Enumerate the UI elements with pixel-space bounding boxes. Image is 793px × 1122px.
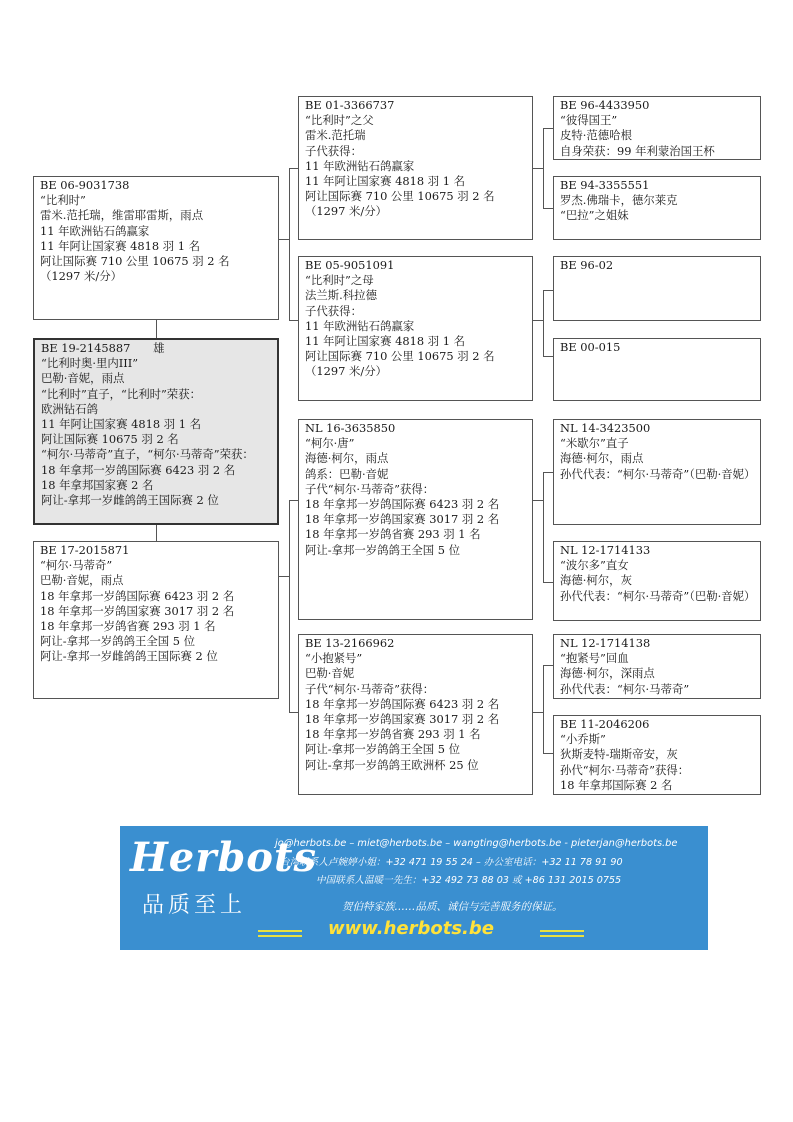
sire-sire-card	[298, 96, 533, 240]
dam-dam-card	[298, 634, 533, 795]
connector	[156, 525, 157, 541]
result-line: 阿让国际赛 710 公里 10675 羽 2 名	[305, 189, 495, 204]
pigeon-name: “比利时”	[40, 193, 86, 208]
great-grandparent-card	[553, 541, 761, 621]
result-line: 18 年拿邦一岁鸽国家赛 3017 羽 2 名	[40, 603, 235, 618]
subject-card	[33, 338, 279, 525]
pigeon-name: “比利时”之母	[305, 273, 374, 288]
connector	[289, 712, 298, 713]
result-line: 18 年拿邦一岁鸽国际赛 6423 羽 2 名	[305, 696, 500, 711]
connector	[156, 320, 157, 338]
result-line: 孙代代表：“柯尔·马蒂奇”	[560, 681, 690, 696]
email-list: jo@herbots.be – miet@herbots.be – wangting@herbots.be - pieterjan@herbots.be	[275, 838, 678, 849]
breeder-info: 海德·柯尔，雨点	[560, 451, 644, 466]
ring-number: NL 12-1714133	[560, 543, 651, 557]
result-line: 18 年拿邦国家赛 2 名	[41, 477, 154, 492]
result-line: 子代“柯尔·马蒂奇”获得：	[305, 481, 435, 496]
connector	[543, 290, 544, 356]
connector	[279, 239, 289, 240]
decorative-line	[540, 930, 584, 932]
decorative-line	[540, 935, 584, 937]
result-line: 11 年阿让国家赛 4818 羽 1 名	[40, 238, 200, 253]
pigeon-name: “柯尔·马蒂奇”	[40, 558, 113, 573]
result-line: 11 年欧洲钻石鸽赢家	[40, 223, 150, 238]
connector	[543, 582, 553, 583]
breeder-info: 法兰斯.科拉德	[305, 288, 377, 303]
result-line: 阿让-拿邦一岁鸽鸽王全国 5 位	[305, 542, 461, 557]
result-line: 孙代代表：“柯尔·马蒂奇”（巴勒·音妮）	[560, 588, 756, 603]
result-line: 18 年拿邦一岁鸽省赛 293 羽 1 名	[305, 727, 481, 742]
ring-number: BE 96-4433950	[560, 98, 650, 112]
result-line: 阿让-拿邦一岁雌鸽鸽王国际赛 2 位	[41, 493, 219, 508]
sire-dam-card	[298, 256, 533, 401]
result-line: 子代获得：	[305, 143, 362, 158]
result-line: 11 年阿让国家赛 4818 羽 1 名	[41, 417, 201, 432]
result-line: 18 年拿邦一岁鸽省赛 293 羽 1 名	[40, 619, 216, 634]
connector	[289, 500, 290, 712]
connector	[543, 128, 544, 208]
result-line: “比利时”直子，“比利时”荣获：	[41, 386, 201, 401]
breeder-info: 海德·柯尔，深雨点	[560, 666, 655, 681]
ring-number: NL 14-3423500	[560, 421, 651, 435]
connector	[533, 320, 543, 321]
ring-number: BE 19-2145887 雄	[41, 341, 165, 355]
great-grandparent-card	[553, 338, 761, 401]
ring-number: BE 01-3366737	[305, 98, 395, 112]
pigeon-name: “抱紧号”回血	[560, 651, 629, 666]
dam-sire-card	[298, 419, 533, 620]
great-grandparent-card	[553, 256, 761, 321]
result-line: 阿让-拿邦一岁雌鸽鸽王国际赛 2 位	[40, 649, 218, 664]
bloodline-info: 鸽系：巴勒·音妮	[305, 466, 389, 481]
result-line: 18 年拿邦一岁鸽国际赛 6423 羽 2 名	[41, 462, 236, 477]
breeder-info: 巴勒·音妮，雨点	[40, 573, 124, 588]
result-line: 11 年阿让国家赛 4818 羽 1 名	[305, 174, 465, 189]
connector	[543, 472, 544, 582]
result-line: 阿让-拿邦一岁鸽鸽王欧洲杯 25 位	[305, 757, 479, 772]
website-link[interactable]: www.herbots.be	[328, 918, 494, 939]
ring-number: BE 05-9051091	[305, 258, 395, 272]
connector	[543, 290, 553, 291]
pigeon-name: “比利时奥·里内III”	[41, 356, 139, 371]
ring-number: BE 06-9031738	[40, 178, 130, 192]
pigeon-name: “波尔多”直女	[560, 558, 629, 573]
ring-number: BE 17-2015871	[40, 543, 130, 557]
connector	[543, 356, 553, 357]
taiwan-contact: 台湾联系人卢婉婷小姐：+32 471 19 55 24 – 办公室电话：+32 11 78 91 90	[280, 857, 623, 868]
pigeon-name: “小抱紧号”	[305, 651, 363, 666]
breeder-info: 巴勒·音妮，雨点	[41, 371, 125, 386]
pigeon-name: “彼得国王”	[560, 113, 618, 128]
result-line: （1297 米/分）	[40, 269, 123, 284]
ring-number: BE 94-3355551	[560, 178, 650, 192]
connector	[289, 168, 290, 320]
connector	[543, 472, 553, 473]
result-line: 18 年拿邦一岁鸽国家赛 3017 羽 2 名	[305, 712, 500, 727]
result-line: 欧洲钻石鸽	[41, 401, 98, 416]
result-line: 11 年阿让国家赛 4818 羽 1 名	[305, 334, 465, 349]
result-line: 11 年欧洲钻石鸽赢家	[305, 158, 415, 173]
slogan: 品质至上	[142, 893, 247, 918]
connector	[279, 576, 289, 577]
result-line: 18 年拿邦一岁鸽国家赛 3017 羽 2 名	[305, 512, 500, 527]
result-line: 18 年拿邦国际赛 2 名	[560, 777, 673, 792]
connector	[543, 665, 544, 753]
herbots-banner	[120, 826, 708, 950]
breeder-info: 罗杰.佛瑞卡，德尔莱克	[560, 193, 678, 208]
decorative-line	[258, 935, 302, 937]
connector	[289, 500, 298, 501]
connector	[533, 712, 543, 713]
ring-number: BE 11-2046206	[560, 717, 650, 731]
great-grandparent-card	[553, 96, 761, 160]
great-grandparent-card	[553, 176, 761, 240]
decorative-line	[258, 930, 302, 932]
great-grandparent-card	[553, 634, 761, 699]
result-line: 子代“柯尔·马蒂奇”获得：	[305, 681, 435, 696]
connector	[543, 128, 553, 129]
breeder-info: 雷米.范托瑞	[305, 128, 366, 143]
result-line: 孙代代表：“柯尔·马蒂奇”（巴勒·音妮）	[560, 466, 756, 481]
connector	[533, 168, 543, 169]
result-line: 18 年拿邦一岁鸽国际赛 6423 羽 2 名	[40, 588, 235, 603]
result-line: 阿让国际赛 10675 羽 2 名	[41, 432, 179, 447]
breeder-info: 狄斯麦特-瑞斯帝安，灰	[560, 747, 678, 762]
breeder-info: 雷米.范托瑞，维雷耶雷斯，雨点	[40, 208, 204, 223]
sire-card	[33, 176, 279, 320]
connector	[289, 320, 298, 321]
ring-number: BE 96-02	[560, 258, 614, 272]
pigeon-name: “柯尔·唐”	[305, 436, 355, 451]
pigeon-name: “比利时”之父	[305, 113, 374, 128]
great-grandparent-card	[553, 419, 761, 525]
result-line: “柯尔·马蒂奇”直子，“柯尔·马蒂奇”荣获：	[41, 447, 254, 462]
connector	[533, 500, 543, 501]
result-line: 18 年拿邦一岁鸽省赛 293 羽 1 名	[305, 527, 481, 542]
herbots-logo: Herbots	[130, 834, 317, 881]
ring-number: NL 16-3635850	[305, 421, 396, 435]
result-line: 自身荣获：99 年利蒙治国王杯	[560, 143, 715, 158]
ring-number: BE 13-2166962	[305, 636, 395, 650]
connector	[543, 753, 553, 754]
pigeon-name: “米歇尔”直子	[560, 436, 629, 451]
breeder-info: 皮特·范德哈根	[560, 128, 632, 143]
breeder-info: 巴勒·音妮	[305, 666, 355, 681]
breeder-info: 海德·柯尔，雨点	[305, 451, 389, 466]
result-line: 11 年欧洲钻石鸽赢家	[305, 318, 415, 333]
pigeon-name: “巴拉”之姐妹	[560, 208, 629, 223]
result-line: 孙代“柯尔·马蒂奇”获得：	[560, 762, 690, 777]
result-line: 阿让国际赛 710 公里 10675 羽 2 名	[305, 349, 495, 364]
guarantee-text: 贺伯特家族……品质、诚信与完善服务的保证。	[342, 901, 563, 913]
result-line: 阿让-拿邦一岁鸽鸽王全国 5 位	[305, 742, 461, 757]
result-line: 阿让国际赛 710 公里 10675 羽 2 名	[40, 254, 230, 269]
result-line: 18 年拿邦一岁鸽国际赛 6423 羽 2 名	[305, 497, 500, 512]
result-line: 子代获得：	[305, 303, 362, 318]
pigeon-name: “小乔斯”	[560, 732, 606, 747]
connector	[289, 168, 298, 169]
result-line: （1297 米/分）	[305, 364, 388, 379]
great-grandparent-card	[553, 715, 761, 795]
ring-number: NL 12-1714138	[560, 636, 651, 650]
connector	[543, 208, 553, 209]
dam-card	[33, 541, 279, 699]
connector	[543, 665, 553, 666]
ring-number: BE 00-015	[560, 340, 621, 354]
result-line: 阿让-拿邦一岁鸽鸽王全国 5 位	[40, 634, 196, 649]
breeder-info: 海德·柯尔，灰	[560, 573, 632, 588]
china-contact: 中国联系人温暖一先生：+32 492 73 88 03 或 +86 131 2015 0755	[316, 875, 622, 886]
result-line: （1297 米/分）	[305, 204, 388, 219]
